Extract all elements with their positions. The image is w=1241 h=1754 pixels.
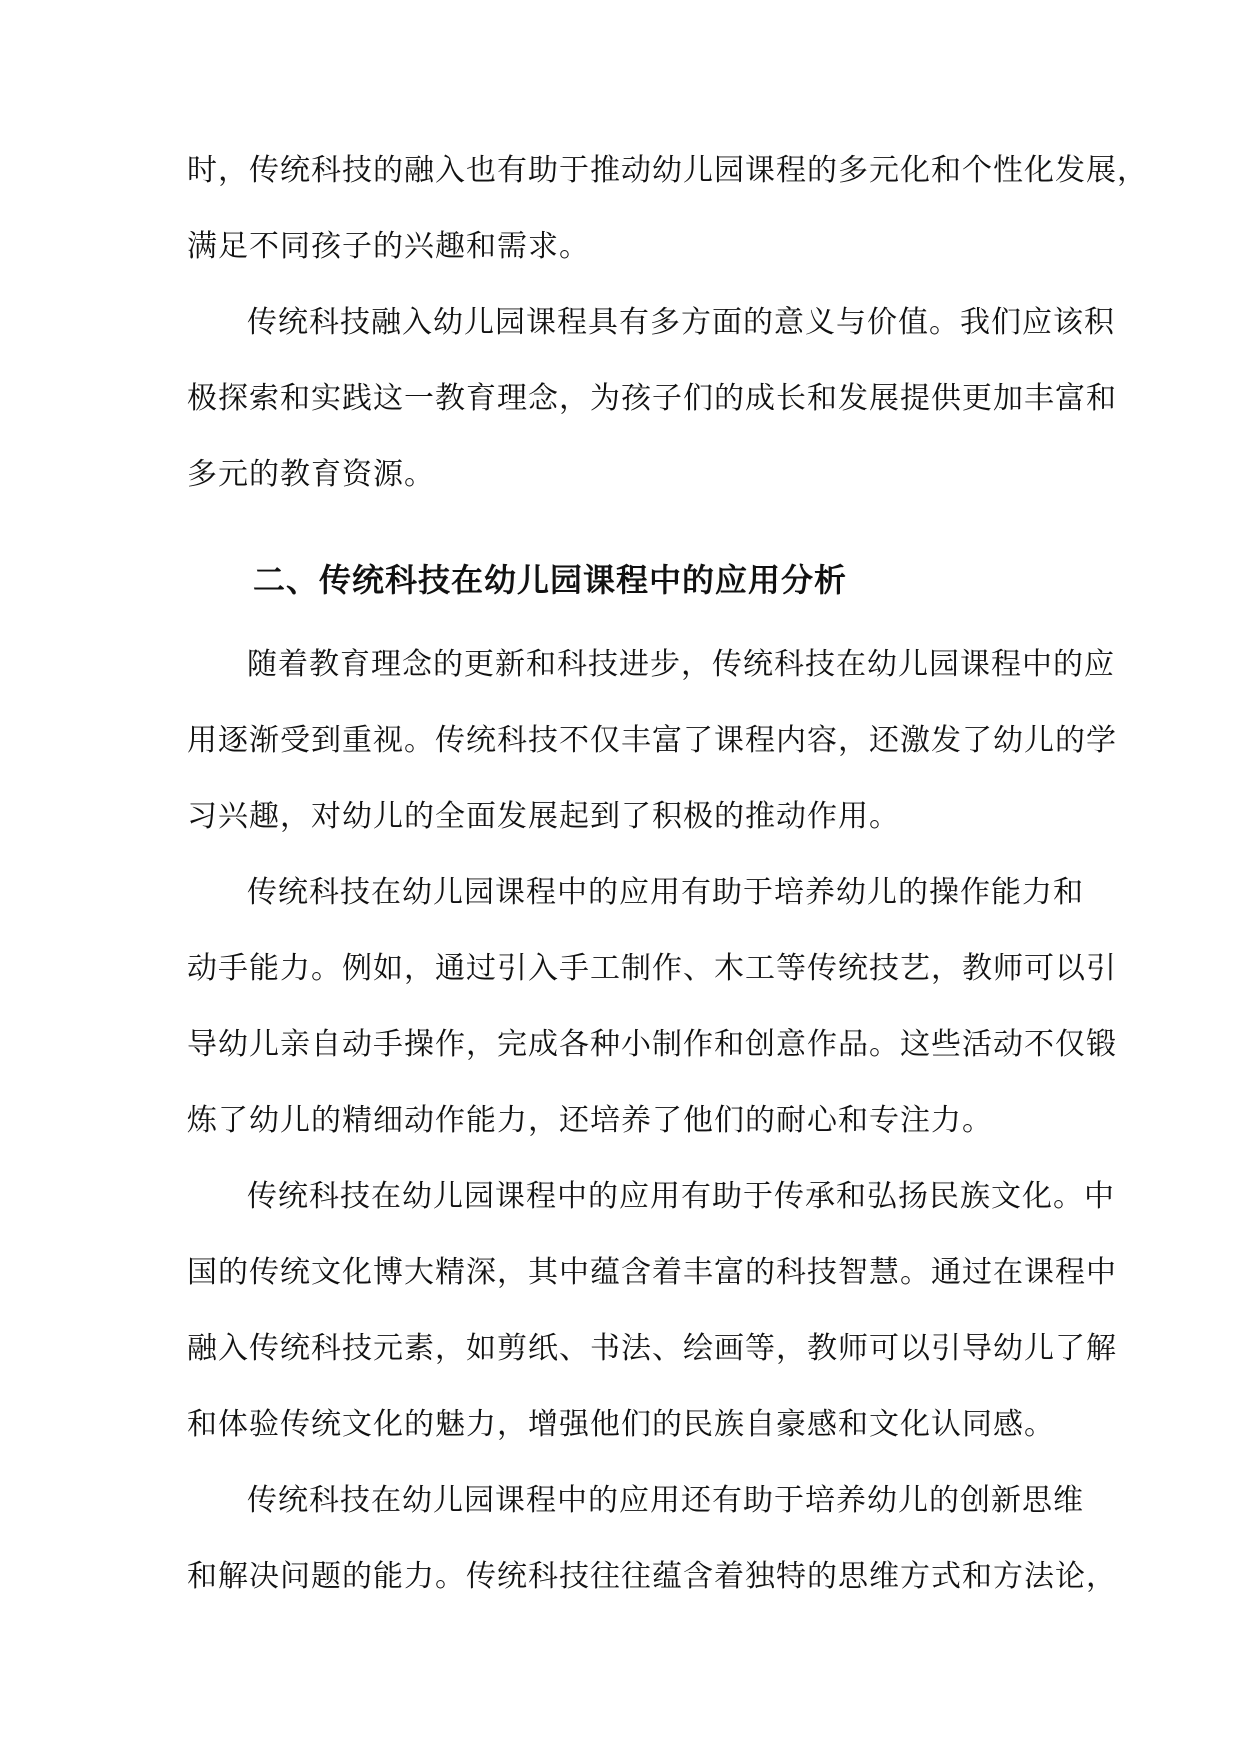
paragraph-line: 满足不同孩子的兴趣和需求。: [187, 229, 590, 264]
paragraph-line: 传统科技在幼儿园课程中的应用有助于培养幼儿的操作能力和: [247, 875, 1084, 910]
paragraph-line: 用逐渐受到重视。传统科技不仅丰富了课程内容，还激发了幼儿的学: [187, 723, 1117, 758]
section-heading: 二、传统科技在幼儿园课程中的应用分析: [253, 561, 848, 599]
paragraph-line: 传统科技在幼儿园课程中的应用有助于传承和弘扬民族文化。中: [247, 1179, 1115, 1214]
paragraph-line: 国的传统文化博大精深，其中蕴含着丰富的科技智慧。通过在课程中: [187, 1255, 1117, 1290]
paragraph-line: 炼了幼儿的精细动作能力，还培养了他们的耐心和专注力。: [187, 1103, 993, 1138]
paragraph-line: 时，传统科技的融入也有助于推动幼儿园课程的多元化和个性化发展，: [187, 153, 1148, 188]
paragraph-line: 和解决问题的能力。传统科技往往蕴含着独特的思维方式和方法论，: [187, 1559, 1117, 1594]
paragraph-line: 多元的教育资源。: [187, 457, 435, 492]
paragraph-line: 随着教育理念的更新和科技进步，传统科技在幼儿园课程中的应: [247, 647, 1115, 682]
paragraph-line: 传统科技融入幼儿园课程具有多方面的意义与价值。我们应该积: [247, 305, 1115, 340]
paragraph-line: 习兴趣，对幼儿的全面发展起到了积极的推动作用。: [187, 799, 900, 834]
paragraph-line: 融入传统科技元素，如剪纸、书法、绘画等，教师可以引导幼儿了解: [187, 1331, 1117, 1366]
paragraph-line: 和体验传统文化的魅力，增强他们的民族自豪感和文化认同感。: [187, 1407, 1055, 1442]
paragraph-line: 极探索和实践这一教育理念，为孩子们的成长和发展提供更加丰富和: [187, 381, 1117, 416]
paragraph-line: 导幼儿亲自动手操作，完成各种小制作和创意作品。这些活动不仅锻: [187, 1027, 1117, 1062]
paragraph-line: 传统科技在幼儿园课程中的应用还有助于培养幼儿的创新思维: [247, 1483, 1084, 1518]
paragraph-line: 动手能力。例如，通过引入手工制作、木工等传统技艺，教师可以引: [187, 951, 1117, 986]
